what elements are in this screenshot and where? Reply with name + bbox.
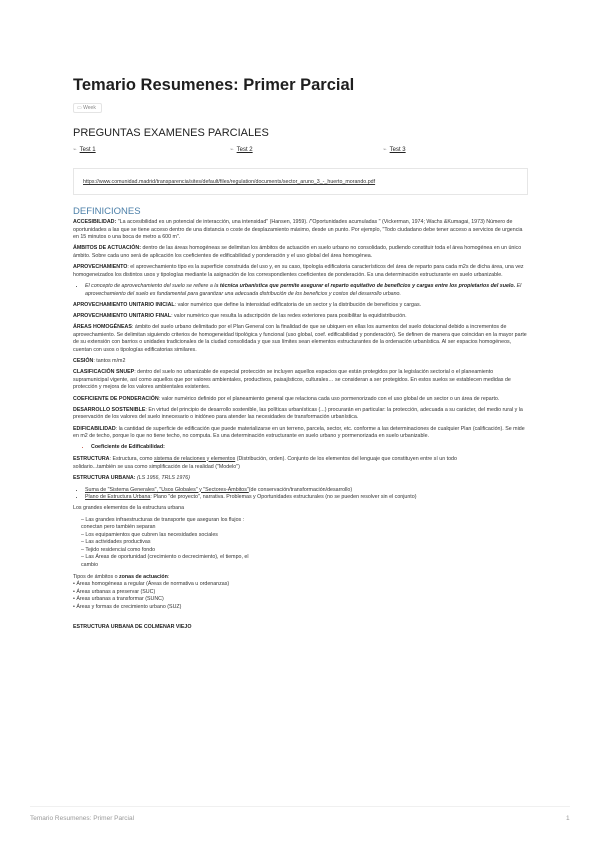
bookmark-box[interactable]: [73, 168, 528, 195]
aprov-bullets: [73, 283, 528, 298]
paperclip-icon: ⌁: [383, 147, 387, 153]
def-au-inicial: APROVECHAMIENTO UNITARIO INICIAL: valor numérico que define la intensidad edificatoria de un sector y la distribución de beneficios y cargas.: [73, 301, 422, 308]
def-desarrollo: DESARROLLO SOSTENIBLE: En virtud del principio de desarrollo sostenible, las políticas urbanísticas (...) procurarán en particular: la protección, adecuada a su carácter, del medio rural y la preservación de los valores del suelo innecesario o inidóneo para atender las necesidades de transformación urbanística.: [73, 406, 523, 421]
list-item: • Áreas urbanas a transformar (SUNC): [73, 596, 164, 603]
eu-bullets: [73, 487, 528, 502]
list-item: • Plano de Estructura Urbana: Plano "de proyecto", narrativa. Problemas y Oportunidades estructurales (no se pueden resolver sin el conjunto): [85, 494, 528, 502]
tipos-list: [73, 581, 528, 611]
edif-bullets: [73, 444, 528, 452]
grandes-list: [73, 517, 528, 570]
page-number: 1: [566, 815, 570, 822]
list-item: • Coeficiente de Edificabilidad:: [91, 444, 528, 452]
def-cesion: CESIÓN: tantos m/m2: [73, 358, 126, 365]
list-item: – Las actividades productivas: [81, 539, 151, 546]
tag-icon: ▭: [77, 105, 82, 111]
def-coeficiente: COEFICIENTE DE PONDERACIÓN: valor numérico definido por el planeamiento general que relaciona cada uso pormenorizado con el uso global de un sector o un área de reparto.: [73, 395, 500, 402]
def-accesibilidad: ACCESIBILIDAD: "La accesibilidad es un potencial de interacción, una intensidad" (Hansen, 1959). /"Oportunidades acumuladas " (Vickerman, 1974; Wachs &Kumagai, 1973) Número de oportunidades a las que se tiene acceso dentro de una distancia o coste de desplazamiento máximo, desde un punto. Por ejemplo, "Todo ciudadano debe tener acceso a servicios de urgencia en 15 minutos o una boca de metro a 600 m".: [73, 219, 523, 241]
def-aprovechamiento: APROVECHAMIENTO: el aprovechamiento tipo es la superficie construida del uso y, en su caso, tipología edificatoria característicos del área de reparto para cada m2s de dicha área, una vez homogeneizados los distintos usos y tipologías mediante la asignación de los correspondientes coeficientes de ponderación. Es una determinación estructurante en suelo urbanizable.: [73, 264, 524, 278]
list-item: – Los equipamientos que cubren las necesidades sociales: [81, 531, 218, 538]
list-item: – Tejido residencial como fondo: [81, 546, 156, 553]
tipos-title: Tipos de ámbitos o zonas de actuación:: [73, 573, 170, 580]
def-au-final: APROVECHAMIENTO UNITARIO FINAL: valor numérico que resulta la adscripción de las redes exteriores para posibilitar la equidistribución.: [73, 312, 407, 319]
def-estructura-line2: solidario...también se usa como simplificación de la realidad ("Modelo"): [73, 464, 240, 471]
tag-label: Week: [83, 105, 96, 111]
grandes-title: Los grandes elementos de la estructura urbana: [73, 505, 185, 512]
section-title: PREGUNTAS EXAMENES PARCIALES: [73, 127, 269, 139]
def-ambitos: ÁMBITOS DE ACTUACIÓN: dentro de las áreas homogéneas se delimitan los ámbitos de actuación en suelo urbano no consolidado, pudiendo constituir toda el área homogénea en un único ámbito. Sobre cada uno será de aplicación los coeficientes de edificabilidad y ponderación y el uso global del área homogénea.: [73, 245, 522, 259]
list-item: • Suma de "Sistema Generales", "Usos Globales" y "Sectores-Ámbitos"(de conservación/transformación/desarrollo): [85, 487, 528, 495]
list-item: cambio: [81, 562, 99, 569]
def-estructura: ESTRUCTURA: Estructura, como sistema de relaciones y elementos (Distribución, orden). Conjunto de los elementos del lenguaje que constituyen entre sí un todo: [73, 455, 457, 462]
footer-title: Temario Resumenes: Primer Parcial: [30, 815, 135, 822]
list-item: • Áreas urbanas a preservar (SUC): [73, 588, 156, 595]
page-title: Temario Resumenes: Primer Parcial: [73, 76, 355, 94]
test-link-1[interactable]: ⌁ Test 1: [73, 147, 96, 153]
definitions-body: [73, 219, 528, 635]
list-item: conectan pero también separan: [81, 524, 156, 531]
list-item: • El concepto de aprovechamiento del suelo se refiere a la técnica urbanística que permite asegurar el reparto equitativo de beneficios y cargas entre los propietarios del suelo. El aprovechamiento del suelo es fundamental para garantizar una adecuada distribución de los beneficios y costos del desarrollo urbano.: [85, 283, 528, 298]
def-clasificacion: CLASIFICACIÓN SNUEP: dentro del suelo no urbanizable de especial protección se incluyen aquellos espacios que están protegidos por la legislación sectorial o el planeamiento supramunicipal vigente, así como aquellos que por valores ambientales, productivos, paisajísticos, culturales… se consideran a ser protegidos. En estos suelos se establecen medidas de protección y mejora de los valores ambientales existentes.: [73, 369, 511, 391]
definitions-heading: DEFINICIONES: [73, 206, 141, 217]
def-edificabilidad: EDIFICABILIDAD: la cantidad de superficie de edificación que puede materializarse en un terreno, parcela, sector, etc. conforme a las determinaciones de cualquier Plan (calificación). Se mide en m2 de techo, porque lo que no tiene techo, no computa. Es una determinación estructurante en suelo urbano y pormenorizada en suelo urbanizable.: [73, 425, 525, 440]
list-item: • Áreas homogéneas a regular (Áreas de normativa u ordenanzas): [73, 581, 230, 588]
list-item: • Áreas y formas de crecimiento urbano (SUZ): [73, 604, 182, 611]
footer-divider: [30, 806, 570, 807]
bookmark-url[interactable]: https://www.comunidad.madrid/transparencia/sites/default/files/regulation/documents/sector_aruno_3_-_huerto_morando.pdf: [83, 179, 376, 185]
week-tag[interactable]: [73, 103, 102, 113]
list-item: – Las grandes infraestructuras de transporte que aseguran los flujos :: [81, 516, 245, 523]
list-item: – Las Áreas de oportunidad (crecimiento o decrecimiento), el tiempo, el: [81, 554, 249, 561]
def-areas-homogeneas: ÁREAS HOMOGÉNEAS: ámbito del suelo urbano delimitado por el Plan General con la finalidad de que se ubiquen en ellas los aumentos del suelo dotacional debido a incrementos de aprovechamiento. Se delimitan siguiendo criterios de homogeneidad tipológica y funcional (uso global, coef. edificabilidad y ponderación). Se definen de manera que coincidan en la mayor parte de su extensión con barrios o unidades tradicionales de la ciudad consolidada y que sus límites sean elementos estructurantes de la ordenación urbanística. Al ser espacios homogéneos, cuentan con usos o tipologías edificatorias similares.: [73, 324, 527, 353]
paperclip-icon: ⌁: [230, 147, 234, 153]
paperclip-icon: ⌁: [73, 147, 77, 153]
def-estructura-urbana: ESTRUCTURA URBANA: (LS 1956, TRLS 1976): [73, 475, 190, 482]
test-link-3[interactable]: ⌁ Test 3: [383, 147, 406, 153]
test-link-2[interactable]: ⌁ Test 2: [230, 147, 253, 153]
colmenar-heading: ESTRUCTURA URBANA DE COLMENAR VIEJO: [73, 623, 192, 630]
